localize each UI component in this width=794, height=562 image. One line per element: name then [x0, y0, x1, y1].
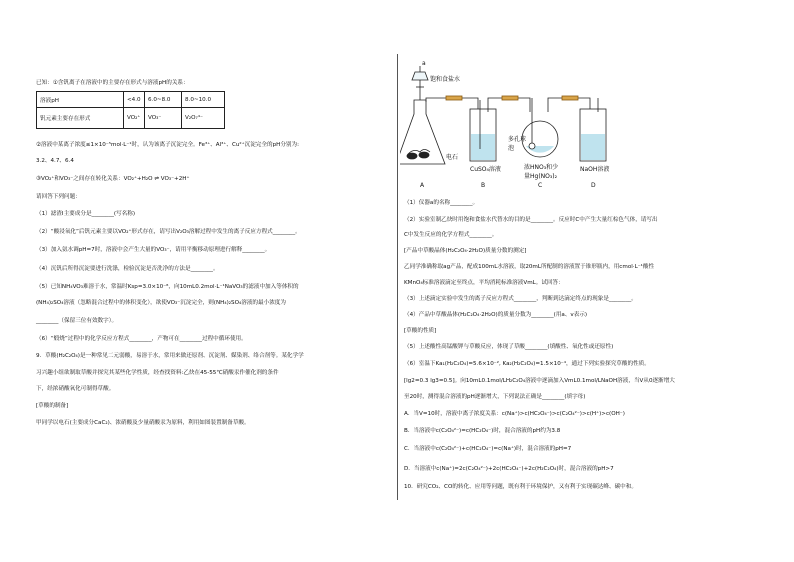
carbide-lump: [419, 152, 429, 158]
table-row: [37, 108, 225, 129]
table-row: [37, 92, 225, 108]
table-cell: 6.0~8.0: [145, 92, 182, 108]
table-cell: VO₃⁻: [145, 108, 182, 129]
section-heading-preparation: [草酸的制备]: [36, 403, 69, 409]
problem-10: 10．研究CO₂、CO的转化、应用等问题，既有利于环境保护，又有利于实现碳达峰、碳中和。: [404, 484, 637, 490]
carbide-lump: [407, 153, 417, 159]
table-cell: 溶液pH: [37, 92, 124, 108]
rubber-joint: [446, 96, 462, 100]
label-letter-a: A: [420, 182, 425, 189]
problem-9-line-1: 9．草酸(H₂C₂O₄)是一种常见二元弱酸，易溶于水，常用来做还原剂、沉淀剂、媒染剂、络合剂等。某化学学: [36, 353, 304, 359]
label-hno3-solution: 浓HNO₃和少量Hg(NO₃)₂: [524, 164, 559, 180]
measure-text-line-2: KMnO₄标准溶液滴定至终点，平均消耗标准溶液VmL。试回答：: [404, 280, 564, 286]
label-naoh-solution: NaOH溶液: [580, 166, 610, 173]
cuso4-liquid: [471, 134, 495, 160]
question-5-line-2: (NH₄)₂SO₄溶液（忽略混合过程中的体积变化），欲使VO₃⁻沉淀完全，则(NH₄)₂SO₄溶液的最小浓度为: [36, 300, 286, 306]
right-question-2-line-1: （2）实验室制乙炔时用饱和食盐水代替水的目的是________。反应时C中产生大量红棕色气体，请写出: [404, 217, 658, 223]
column-divider: [397, 54, 398, 500]
vanadium-ph-table: [36, 91, 225, 129]
condition-2-line-2: 3.2、4.7、6.4: [36, 158, 74, 164]
question-3: （3）加入氨水调pH=7时，溶液中会产生大量的VO₃⁻，请用平衡移动原理进行解释________。: [36, 247, 271, 253]
measure-text-line-1: 乙同学准确称取ag产品，配成100mL水溶液，取20mL所配制的溶液置于锥形瓶内，用cmol·L⁻¹酸性: [404, 264, 655, 270]
option-d: D．当溶液中c(Na⁺)=2c(C₂O₄²⁻)+2c(HC₂O₄⁻)+2c(H₂C₂O₄)时，混合溶液的pH>7: [404, 466, 614, 472]
rubber-joint: [562, 96, 578, 100]
table-cell: 钒元素主要存在形式: [37, 108, 124, 129]
right-question-2-line-2: C中发生反应的化学方程式________。: [404, 232, 498, 238]
right-question-6-line-2: [lg2=0.3 lg3=0.5]。向10mL0.1mol/LH₂C₂O₄溶液中逐滴加入VmL0.1mol/LNaOH溶液，当V从0逐渐增大: [404, 378, 675, 384]
right-question-1: （1）仪器a的名称________。: [404, 200, 479, 206]
question-4: （4）沉钒后所得沉淀要进行洗涤，检验沉淀是否洗净的方法是________。: [36, 266, 219, 272]
label-letter-d: D: [591, 182, 596, 189]
right-question-4: （4）产品中草酸晶体(H₂C₂O₄·2H₂O)的质量分数为________(用a、v表示): [404, 312, 588, 318]
question-5-line-1: （5）已知NH₄VO₃难溶于水，常温时Ksp=3.0×10⁻⁸，向10mL0.2mol·L⁻¹NaVO₃的滤液中加入等体积的: [36, 284, 299, 290]
condition-2-line-1: ②溶液中某离子浓度≤1×10⁻⁵mol·L⁻¹时，认为该离子沉淀完全。Fe³⁺、Al³⁺、Cu²⁺沉淀完全的pH分别为:: [36, 142, 299, 148]
label-calcium-carbide: 电石: [446, 154, 459, 161]
problem-9-line-2: 习兴趣小组欲制取草酸并探究其某些化学性质，经查找资料:乙炔在45-55℃硝酸汞作催化剂的条件: [36, 370, 279, 376]
label-letter-c: C: [538, 182, 543, 189]
label-cuso4-solution: CuSO₄溶液: [470, 166, 501, 173]
question-2: （2）“酸浸氧化”后钒元素主要以VO₂⁺形式存在，请写出V₂O₃溶解过程中发生的离子反应方程式________。: [36, 229, 301, 235]
table-cell: 8.0~10.0: [182, 92, 225, 108]
option-a: A．当V=10时，溶液中离子浓度关系：c(Na⁺)>c(HC₂O₄⁻)>c(C₂O₄²⁻)>c(H⁺)>c(OH⁻): [404, 411, 625, 417]
right-question-6-line-1: （6）室温下Ka₁(H₂C₂O₄)=5.6×10⁻², Ka₂(H₂C₂O₄)=1.5×10⁻⁴，通过下列实验探究草酸的性质。: [404, 361, 650, 367]
rubber-joint: [502, 96, 518, 100]
table-cell: <4.0: [124, 92, 145, 108]
option-b: B．当溶液中c(C₂O₄²⁻)=c(HC₂O₄⁻)时，混合溶液的pH约为3.8: [404, 428, 561, 434]
label-salt-water: 饱和食盐水: [430, 76, 461, 83]
question-5-line-3: ________（保留三位有效数字）。: [36, 318, 118, 324]
question-1: （1）滤渣Ⅰ主要成分是________(写名称): [36, 211, 136, 217]
porous-bulb: [529, 143, 535, 149]
table-cell: VO₂⁺: [124, 108, 145, 129]
funnel-body: [412, 72, 428, 80]
section-heading-measure: [产品中草酸晶体(H₂C₂O₄·2H₂O)质量分数的测定]: [404, 248, 527, 254]
table-cell: V₂O₇⁴⁻: [182, 108, 225, 129]
right-question-5: （5）上述酸性高锰酸钾与草酸反应，体现了草酸________(填酸性、氧化性或还原性): [404, 344, 614, 350]
option-c: C．当溶液中c(C₂O₄²⁻)+c(HC₂O₄⁻)=c(Na⁺)时，混合溶液的pH=7: [404, 446, 572, 452]
problem-9-apparatus-text: 甲同学以电石(主要成分CaC₂)、浓硝酸及少量硝酸汞为原料，利用如图装置制备草酸。: [36, 420, 250, 426]
label-instrument-a: a: [422, 60, 426, 67]
condition-3: ③VO₂⁺和VO₃⁻之间存在转化关系：VO₂⁺+H₂O ⇌ VO₃⁻+2H⁺: [36, 176, 190, 182]
label-porous-bulb: 多孔球泡: [508, 136, 527, 152]
known-conditions-intro: 已知：①含钒离子在溶液中的主要存在形式与溶液pH的关系：: [36, 80, 189, 86]
label-letter-b: B: [481, 182, 486, 189]
questions-prompt: 请回答下列问题：: [36, 194, 81, 200]
right-question-6-line-3: 至20时，测得混合溶液的pH逐渐增大，下列说法正确是________(填字母): [404, 394, 586, 400]
apparatus-diagram: [400, 54, 650, 194]
problem-9-line-3: 下，经浓硝酸氧化可制得草酸。: [36, 386, 115, 392]
question-6: （6）“煅烧”过程中的化学反应方程式________，产物可在________过程中循环使用。: [36, 336, 247, 342]
naoh-liquid: [581, 134, 605, 160]
right-question-3: （3）上述滴定实验中发生的离子反应方程式________，判断到达滴定终点的现象是________。: [404, 296, 637, 302]
section-heading-properties: [草酸的性质]: [404, 328, 437, 334]
